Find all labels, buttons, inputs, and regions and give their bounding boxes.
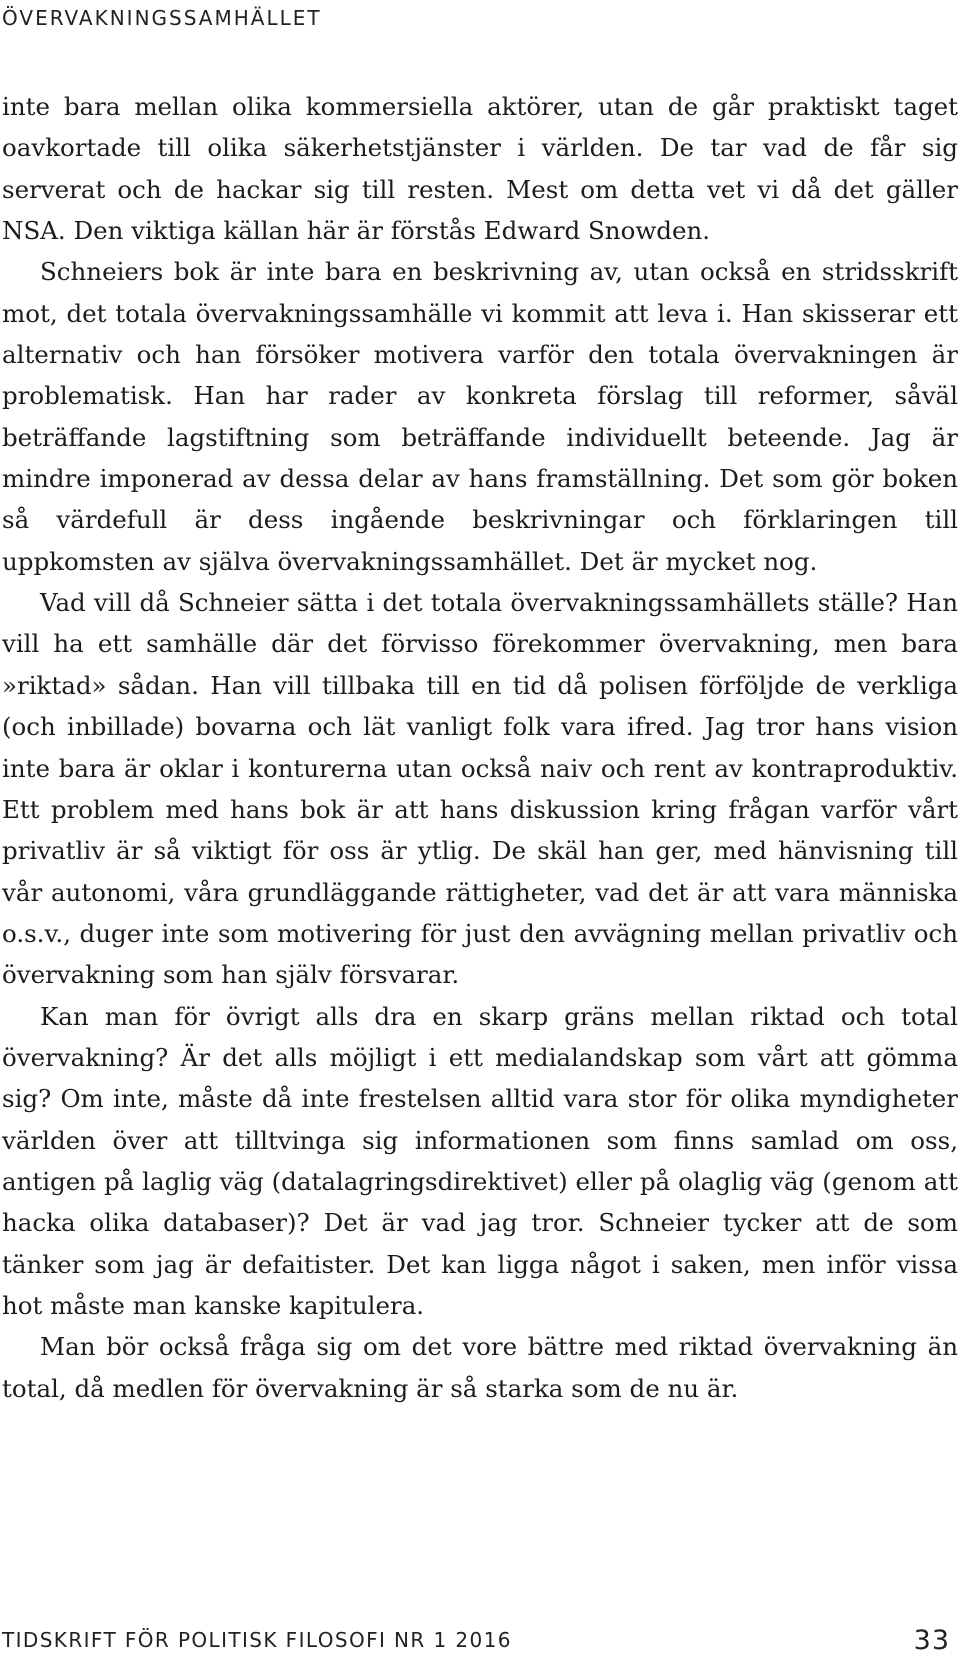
paragraph: Man bör också fråga sig om det vore bättre med riktad övervakning än total, då medlen för övervakning är så starka som de nu är. bbox=[2, 1332, 958, 1403]
page-number: 33 bbox=[913, 1625, 950, 1656]
article-body bbox=[2, 86, 958, 1409]
paragraph: Kan man för övrigt alls dra en skarp gräns mellan riktad och total övervakning? Är det alls möjligt i ett medialandskap som vårt att gömma sig? Om inte, måste då inte frestelsen alltid vara stor för olika myndigheter världen över att tilltvinga sig informationen som finns samlad om oss, antigen på laglig väg (datalagringsdirektivet) eller på olaglig väg (genom att hacka olika databaser)? Det är vad jag tror. Schneier tycker att de som tänker som jag är defaitister. Det kan ligga något i saken, men inför vissa hot måste man kanske kapitulera. bbox=[2, 1001, 958, 1320]
paragraph: Vad vill då Schneier sätta i det totala övervakningssamhällets ställe? Han vill ha ett samhälle där det förvisso förekommer övervakning, men bara »riktad» sådan. Han vill tillbaka till en tid då polisen förföljde de verkliga (och inbillade) bovarna och lät vanligt folk vara ifred. Jag tror hans vision inte bara är oklar i konturerna utan också naiv och rent av kontraproduktiv. Ett problem med hans bok är att hans diskussion kring frågan varför vårt privatliv är så viktigt för oss är ytlig. De skäl han ger, med hänvisning till vår autonomi, våra grundläggande rättigheter, vad det är att vara människa o.s.v., duger inte som motivering för just den avvägning mellan privatliv och övervakning som han själv försvarar. bbox=[2, 588, 958, 990]
journal-title: TIDSKRIFT FÖR POLITISK FILOSOFI NR 1 2016 bbox=[2, 1628, 512, 1652]
running-head: ÖVERVAKNINGSSAMHÄLLET bbox=[2, 6, 322, 30]
page-footer bbox=[2, 1622, 958, 1658]
paragraph: inte bara mellan olika kommersiella aktörer, utan de går praktiskt taget oavkortade till olika säkerhetstjänster i världen. De tar vad de får sig serverat och de hackar sig till resten. Mest om detta vet vi då det gäller NSA. Den viktiga källan här är förstås Edward Snowden. bbox=[2, 92, 958, 246]
paragraph: Schneiers bok är inte bara en beskrivning av, utan också en stridsskrift mot, det totala övervakningssamhälle vi kommit att leva i. Han skisserar ett alternativ och han försöker motivera varför den totala övervakningen är problematisk. Han har rader av konkreta förslag till reformer, såväl beträffande lagstiftning som beträffande individuellt beteende. Jag är mindre imponerad av dessa delar av hans framställning. Det som gör boken så värdefull är dess ingående beskrivningar och förklaringen till uppkomsten av själva övervakningssamhället. Det är mycket nog. bbox=[2, 257, 958, 576]
